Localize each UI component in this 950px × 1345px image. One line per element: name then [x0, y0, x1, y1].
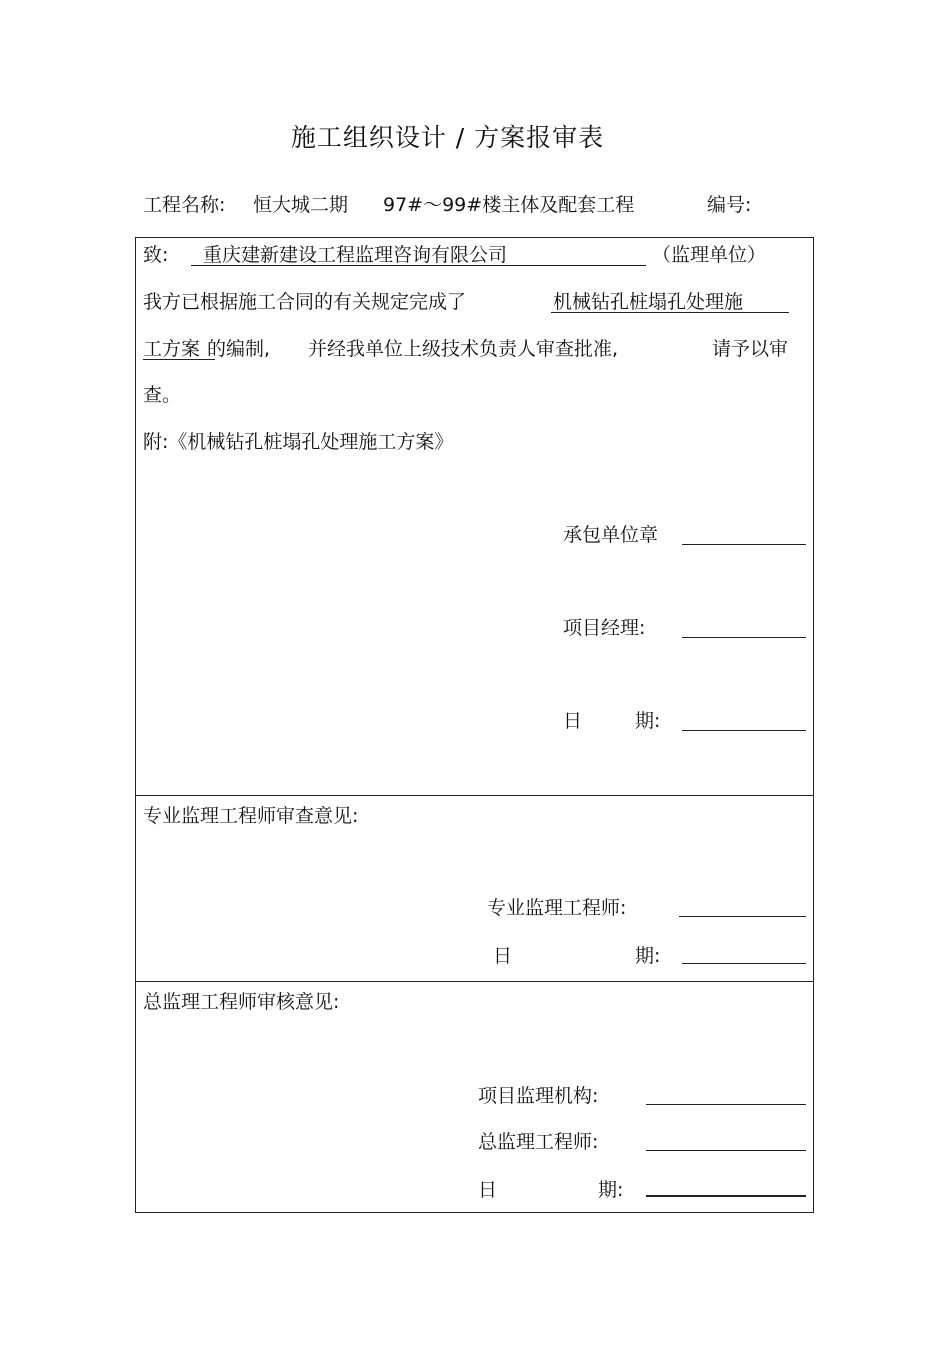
- date-label-part-2: 期:: [635, 945, 661, 967]
- specialist-engineer-label: 专业监理工程师:: [487, 897, 627, 919]
- statement-line-2c: 请予以审: [712, 338, 789, 360]
- project-scope: 97#～99#楼主体及配套工程: [383, 194, 635, 216]
- supervision-org-field[interactable]: [646, 1104, 806, 1105]
- plan-name-part-1: 机械钻孔桩塌孔处理施: [553, 291, 744, 313]
- to-suffix: （监理单位）: [652, 244, 767, 266]
- supervision-org-label: 项目监理机构:: [478, 1085, 599, 1107]
- approval-form-table: [135, 237, 814, 1213]
- date-label-part-1: 日: [478, 1179, 498, 1201]
- date-label-part-1: 日: [493, 945, 513, 967]
- page-title: 施工组织设计 / 方案报审表: [290, 123, 605, 152]
- statement-line-1: 我方已根据施工合同的有关规定完成了: [143, 291, 467, 313]
- chief-engineer-field[interactable]: [646, 1150, 806, 1151]
- project-manager-field[interactable]: [682, 637, 806, 638]
- date-label-part-2: 期:: [598, 1179, 624, 1201]
- plan-name-underline-1: [551, 312, 789, 313]
- contractor-seal-field[interactable]: [682, 544, 806, 545]
- plan-name-part-2: 工方案: [143, 338, 201, 360]
- attachment-line: 附:《机械钻孔桩塌孔处理施工方案》: [143, 431, 454, 453]
- specialist-date-field[interactable]: [682, 963, 806, 964]
- date-label-part-1: 日: [563, 710, 583, 732]
- section-divider: [135, 795, 814, 796]
- chief-review-heading: 总监理工程师审核意见:: [143, 991, 340, 1013]
- project-name: 恒大城二期: [253, 194, 349, 216]
- chief-engineer-label: 总监理工程师:: [478, 1131, 599, 1153]
- statement-line-2a: 的编制,: [207, 338, 271, 360]
- chief-date-field[interactable]: [646, 1195, 806, 1197]
- to-underline: [191, 265, 646, 266]
- contractor-seal-label: 承包单位章: [563, 524, 659, 546]
- section-divider: [135, 981, 814, 982]
- supervisor-company: 重庆建新建设工程监理咨询有限公司: [203, 244, 508, 266]
- project-label: 工程名称:: [143, 194, 226, 216]
- to-label: 致:: [143, 244, 169, 266]
- statement-line-2b: 并经我单位上级技术负责人审查批准,: [308, 338, 619, 360]
- number-label: 编号:: [707, 194, 752, 216]
- plan-name-underline-2: [143, 359, 215, 360]
- specialist-engineer-field[interactable]: [679, 916, 806, 917]
- specialist-review-heading: 专业监理工程师审查意见:: [143, 805, 359, 827]
- contractor-date-field[interactable]: [682, 730, 806, 731]
- date-label-part-2: 期:: [635, 710, 661, 732]
- project-manager-label: 项目经理:: [563, 617, 646, 639]
- statement-line-3: 查。: [143, 384, 182, 406]
